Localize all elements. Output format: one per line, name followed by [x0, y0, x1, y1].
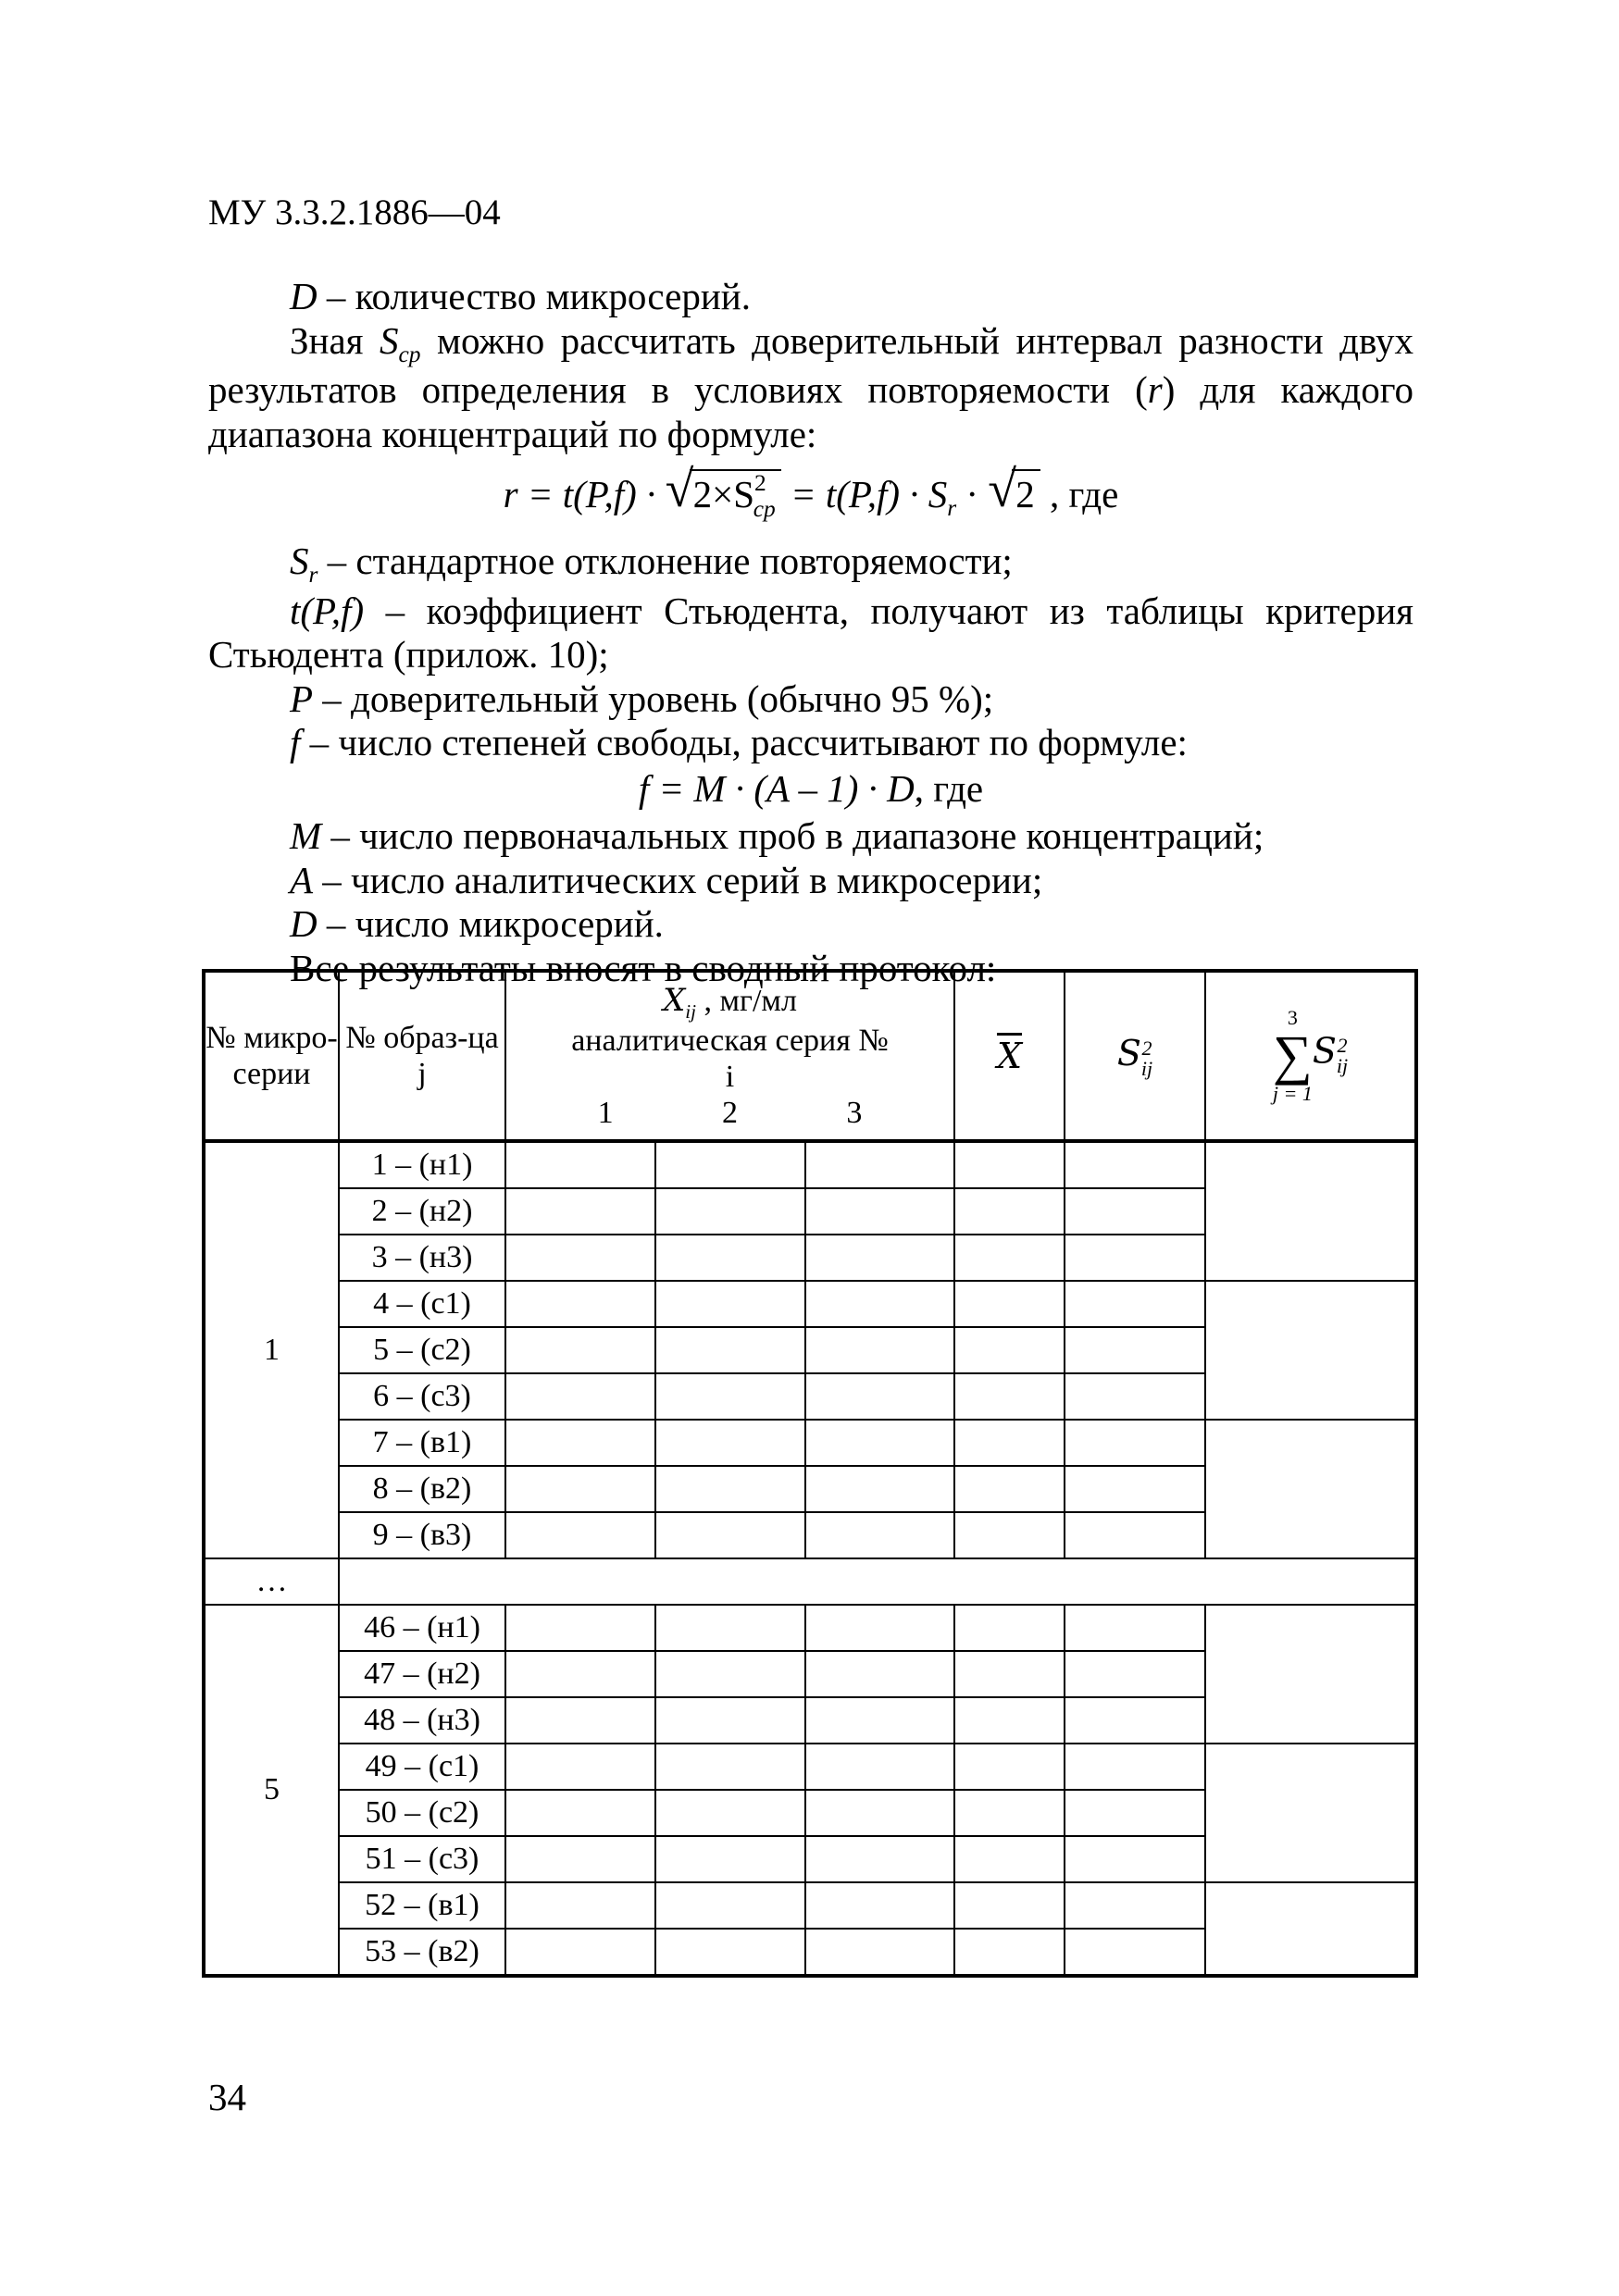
definition-f: f – число степеней свободы, рассчитывают по формуле: — [290, 721, 1188, 764]
header-sample: № образ-ца j — [339, 971, 505, 1141]
table-row — [204, 1605, 1416, 1651]
formula-f: f = M · (A – 1) · D, где — [638, 766, 984, 810]
value-cell — [805, 1697, 954, 1744]
value-cell — [505, 1420, 655, 1466]
value-cell — [655, 1373, 805, 1420]
value-cell — [655, 1836, 805, 1882]
table-row — [204, 1281, 1416, 1327]
value-cell — [655, 1929, 805, 1976]
sample-cell: 8 – (в2) — [339, 1466, 505, 1512]
value-cell — [505, 1697, 655, 1744]
value-cell — [805, 1466, 954, 1512]
value-cell — [505, 1235, 655, 1281]
value-cell — [805, 1188, 954, 1235]
variance-cell — [1065, 1188, 1205, 1235]
value-cell — [655, 1141, 805, 1188]
value-cell — [655, 1697, 805, 1744]
variance-cell — [1065, 1790, 1205, 1836]
sum-cell — [1205, 1420, 1416, 1558]
mean-cell — [954, 1697, 1065, 1744]
value-cell — [805, 1512, 954, 1558]
sample-cell: 7 – (в1) — [339, 1420, 505, 1466]
paragraph-d-definition: D – количество микросерий. — [290, 275, 751, 317]
value-cell — [655, 1744, 805, 1790]
mean-cell — [954, 1929, 1065, 1976]
value-cell — [805, 1327, 954, 1373]
value-cell — [805, 1281, 954, 1327]
micro-series-cell: 5 — [204, 1605, 339, 1976]
variance-cell — [1065, 1373, 1205, 1420]
variance-cell — [1065, 1141, 1205, 1188]
mean-cell — [954, 1281, 1065, 1327]
variance-cell — [1065, 1929, 1205, 1976]
paragraph-scp-intro: Зная $S_{ср}$ можно рассчитать доверительный интервал разности двух — [290, 318, 1414, 367]
value-cell — [805, 1836, 954, 1882]
variance-cell — [1065, 1420, 1205, 1466]
sqrt-symbol-1: √ $2\times S^2_{ср}$ — [666, 469, 781, 523]
variance-cell — [1065, 1327, 1205, 1373]
sample-cell: 5 – (с2) — [339, 1327, 505, 1373]
table-row — [204, 1882, 1416, 1929]
sample-cell: 9 – (в3) — [339, 1512, 505, 1558]
sample-cell: 6 – (с3) — [339, 1373, 505, 1420]
sample-cell: 2 – (н2) — [339, 1188, 505, 1235]
value-cell — [505, 1605, 655, 1651]
value-cell — [505, 1882, 655, 1929]
value-cell — [655, 1651, 805, 1697]
value-cell — [505, 1929, 655, 1976]
body-text — [208, 275, 1414, 991]
mean-cell — [954, 1512, 1065, 1558]
header-x-ij: $X_{ij}$ , мг/мл аналитическая серия № i 1 2 3 — [505, 971, 954, 1141]
value-cell — [655, 1188, 805, 1235]
value-cell — [805, 1651, 954, 1697]
value-cell — [505, 1141, 655, 1188]
mean-cell — [954, 1420, 1065, 1466]
value-cell — [505, 1651, 655, 1697]
value-cell — [805, 1235, 954, 1281]
table-row — [204, 1141, 1416, 1188]
mean-cell — [954, 1373, 1065, 1420]
paragraph-scp-line3: диапазона концентраций по формуле: — [208, 412, 817, 455]
sigma-symbol: 3 ∑ j = 1 — [1272, 1006, 1313, 1106]
mean-cell — [954, 1651, 1065, 1697]
definition-d: D – число микросерий. — [290, 902, 664, 946]
ellipsis-cell: … — [204, 1558, 339, 1605]
definition-p: P – доверительный уровень (обычно 95 %); — [290, 676, 994, 720]
sample-cell: 4 – (с1) — [339, 1281, 505, 1327]
mean-cell — [954, 1744, 1065, 1790]
value-cell — [805, 1373, 954, 1420]
value-cell — [505, 1744, 655, 1790]
value-cell — [805, 1605, 954, 1651]
value-cell — [505, 1836, 655, 1882]
variance-cell — [1065, 1744, 1205, 1790]
sample-cell: 47 – (н2) — [339, 1651, 505, 1697]
header-sum-s-ij-squared: 3 ∑ j = 1 S 2 ij — [1205, 971, 1416, 1141]
formula-r: r = t(P,f) · √ $2\times S^2_{ср} = t(P,f) \cdot S_r$ · √ 2 , где — [503, 461, 1119, 522]
variance-cell — [1065, 1651, 1205, 1697]
mean-cell — [954, 1188, 1065, 1235]
document-header: МУ 3.3.2.1886—04 — [208, 192, 501, 232]
sum-cell — [1205, 1281, 1416, 1420]
value-cell — [805, 1929, 954, 1976]
definition-sr: $S_r$ – стандартное отклонение повторяемости; — [290, 539, 1013, 589]
mean-cell — [954, 1327, 1065, 1373]
sum-cell — [1205, 1744, 1416, 1882]
sample-cell: 3 – (н3) — [339, 1235, 505, 1281]
value-cell — [655, 1235, 805, 1281]
value-cell — [805, 1744, 954, 1790]
value-cell — [655, 1466, 805, 1512]
definition-student-line2: Стьюдента (прилож. 10); — [208, 633, 609, 676]
value-cell — [505, 1281, 655, 1327]
value-cell — [655, 1327, 805, 1373]
paragraph-scp-line2: результатов определения в условиях повторяемости (r) для каждого — [208, 368, 1414, 412]
sample-cell: 46 – (н1) — [339, 1605, 505, 1651]
mean-cell — [954, 1790, 1065, 1836]
value-cell — [505, 1373, 655, 1420]
header-x-mean: $\overline{X}$ — [954, 971, 1065, 1141]
variance-cell — [1065, 1605, 1205, 1651]
sample-cell: 48 – (н3) — [339, 1697, 505, 1744]
sample-cell: 49 – (с1) — [339, 1744, 505, 1790]
value-cell — [505, 1512, 655, 1558]
sum-cell — [1205, 1882, 1416, 1976]
variance-cell — [1065, 1836, 1205, 1882]
mean-cell — [954, 1235, 1065, 1281]
sqrt-symbol-2: √ 2 — [988, 469, 1040, 517]
value-cell — [655, 1420, 805, 1466]
mean-cell — [954, 1836, 1065, 1882]
sample-cell: 52 – (в1) — [339, 1882, 505, 1929]
micro-series-cell: 1 — [204, 1141, 339, 1558]
value-cell — [655, 1605, 805, 1651]
value-cell — [505, 1790, 655, 1836]
mean-cell — [954, 1605, 1065, 1651]
value-cell — [505, 1188, 655, 1235]
sample-cell: 51 – (с3) — [339, 1836, 505, 1882]
page-number: 34 — [208, 2076, 246, 2118]
value-cell — [805, 1420, 954, 1466]
sample-cell: 53 – (в2) — [339, 1929, 505, 1976]
definition-student: t(P,f) – коэффициент Стьюдента, получают из таблицы критерия — [290, 589, 1414, 632]
variance-cell — [1065, 1281, 1205, 1327]
sum-cell — [1205, 1605, 1416, 1744]
summary-line: Все результаты вносят в сводный протокол: — [290, 947, 997, 990]
ellipsis-blank-cell — [339, 1558, 1416, 1605]
value-cell — [805, 1141, 954, 1188]
value-cell — [655, 1790, 805, 1836]
variance-cell — [1065, 1466, 1205, 1512]
table-row-ellipsis — [204, 1558, 1416, 1605]
value-cell — [505, 1466, 655, 1512]
value-cell — [505, 1327, 655, 1373]
table-header-row — [204, 971, 1416, 1141]
table-row — [204, 1744, 1416, 1790]
variance-cell — [1065, 1512, 1205, 1558]
variance-cell — [1065, 1882, 1205, 1929]
definition-a: A – число аналитических серий в микросерии; — [290, 858, 1043, 901]
table-row — [204, 1420, 1416, 1466]
sample-cell: 50 – (с2) — [339, 1790, 505, 1836]
sum-cell — [1205, 1141, 1416, 1281]
value-cell — [655, 1512, 805, 1558]
mean-cell — [954, 1141, 1065, 1188]
mean-cell — [954, 1466, 1065, 1512]
variance-cell — [1065, 1235, 1205, 1281]
variance-cell — [1065, 1697, 1205, 1744]
header-micro-series: № микро-серии — [204, 971, 339, 1141]
value-cell — [805, 1790, 954, 1836]
value-cell — [805, 1882, 954, 1929]
summary-protocol-table — [202, 969, 1418, 1978]
value-cell — [655, 1882, 805, 1929]
sample-cell: 1 – (н1) — [339, 1141, 505, 1188]
series-numbers: 1 2 3 — [597, 1096, 863, 1131]
header-s-ij-squared: S 2 ij — [1065, 971, 1205, 1141]
mean-cell — [954, 1882, 1065, 1929]
value-cell — [655, 1281, 805, 1327]
definition-m: M – число первоначальных проб в диапазоне концентраций; — [290, 814, 1264, 858]
